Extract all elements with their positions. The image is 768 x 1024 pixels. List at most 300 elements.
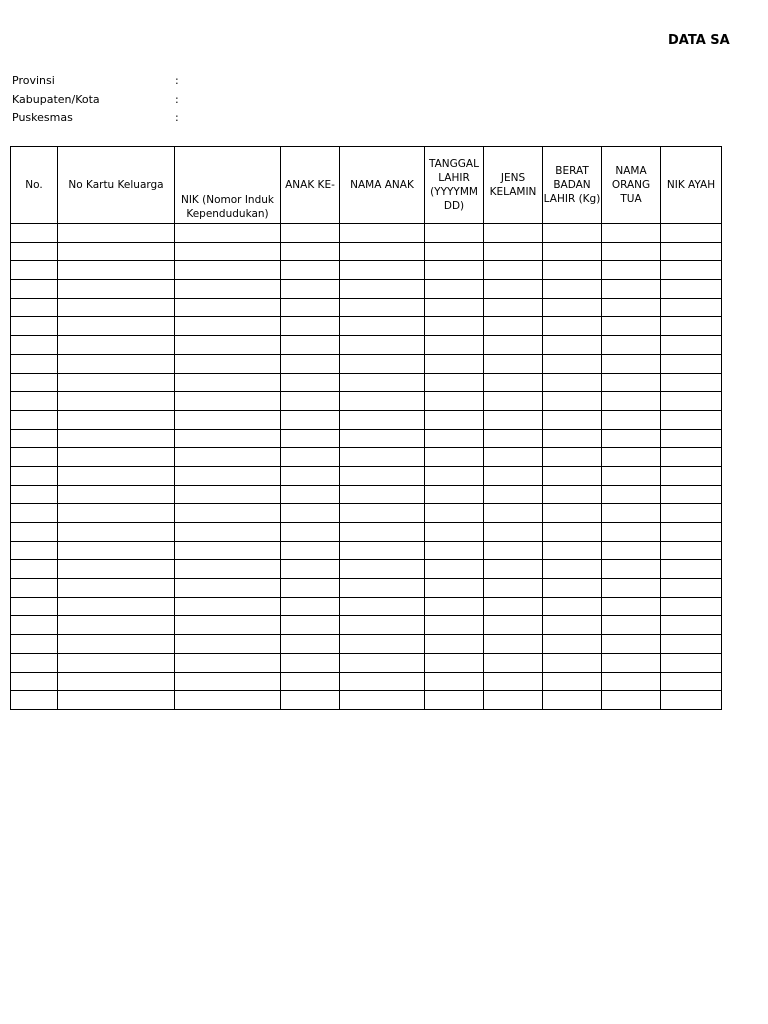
table-cell[interactable] <box>340 523 425 542</box>
table-cell[interactable] <box>11 672 58 691</box>
table-cell[interactable] <box>425 317 484 336</box>
table-cell[interactable] <box>484 560 543 579</box>
table-cell[interactable] <box>11 242 58 261</box>
table-cell[interactable] <box>602 635 661 654</box>
table-cell[interactable] <box>58 224 175 243</box>
table-cell[interactable] <box>602 242 661 261</box>
table-cell[interactable] <box>425 653 484 672</box>
table-cell[interactable] <box>58 616 175 635</box>
table-cell[interactable] <box>484 354 543 373</box>
table-cell[interactable] <box>484 672 543 691</box>
table-row <box>11 541 722 560</box>
table-cell[interactable] <box>340 410 425 429</box>
table-row <box>11 691 722 710</box>
table-cell[interactable] <box>340 560 425 579</box>
meta-colon: : <box>175 93 179 106</box>
table-cell[interactable] <box>425 597 484 616</box>
header-berat-badan-lahir: BERAT BADAN LAHIR (Kg) <box>543 147 602 224</box>
table-cell[interactable] <box>661 354 722 373</box>
table-cell[interactable] <box>175 242 281 261</box>
table-cell[interactable] <box>58 336 175 355</box>
table-cell[interactable] <box>281 298 340 317</box>
table-cell[interactable] <box>58 373 175 392</box>
table-cell[interactable] <box>175 448 281 467</box>
table-cell[interactable] <box>661 336 722 355</box>
table-cell[interactable] <box>661 485 722 504</box>
table-cell[interactable] <box>602 523 661 542</box>
table-row <box>11 466 722 485</box>
table-cell[interactable] <box>543 504 602 523</box>
page-title: DATA SA <box>668 33 730 48</box>
table-cell[interactable] <box>543 653 602 672</box>
table-cell[interactable] <box>543 597 602 616</box>
table-cell[interactable] <box>425 691 484 710</box>
table-cell[interactable] <box>281 504 340 523</box>
table-cell[interactable] <box>484 691 543 710</box>
table-cell[interactable] <box>602 653 661 672</box>
table-cell[interactable] <box>602 616 661 635</box>
table-cell[interactable] <box>484 373 543 392</box>
table-cell[interactable] <box>175 392 281 411</box>
table-cell[interactable] <box>425 579 484 598</box>
table-cell[interactable] <box>58 653 175 672</box>
table-cell[interactable] <box>425 280 484 299</box>
table-cell[interactable] <box>602 579 661 598</box>
table-cell[interactable] <box>602 672 661 691</box>
table-cell[interactable] <box>602 354 661 373</box>
table-cell[interactable] <box>484 635 543 654</box>
table-cell[interactable] <box>58 466 175 485</box>
table-cell[interactable] <box>425 242 484 261</box>
table-cell[interactable] <box>58 579 175 598</box>
table-row <box>11 280 722 299</box>
table-cell[interactable] <box>484 410 543 429</box>
table-cell[interactable] <box>58 392 175 411</box>
table-cell[interactable] <box>11 261 58 280</box>
table-cell[interactable] <box>543 616 602 635</box>
table-cell[interactable] <box>58 298 175 317</box>
table-cell[interactable] <box>175 485 281 504</box>
table-cell[interactable] <box>484 261 543 280</box>
table-cell[interactable] <box>175 466 281 485</box>
table-row <box>11 597 722 616</box>
table-cell[interactable] <box>661 224 722 243</box>
table-cell[interactable] <box>281 448 340 467</box>
table-row <box>11 336 722 355</box>
table-cell[interactable] <box>484 541 543 560</box>
table-cell[interactable] <box>175 429 281 448</box>
table-cell[interactable] <box>340 691 425 710</box>
table-cell[interactable] <box>58 672 175 691</box>
table-cell[interactable] <box>175 261 281 280</box>
table-cell[interactable] <box>340 280 425 299</box>
table-cell[interactable] <box>602 691 661 710</box>
table-cell[interactable] <box>425 616 484 635</box>
table-cell[interactable] <box>661 616 722 635</box>
table-cell[interactable] <box>484 429 543 448</box>
table-row <box>11 635 722 654</box>
table-cell[interactable] <box>58 523 175 542</box>
table-cell[interactable] <box>543 280 602 299</box>
header-nama-anak: NAMA ANAK <box>340 147 425 224</box>
table-cell[interactable] <box>543 541 602 560</box>
table-cell[interactable] <box>340 373 425 392</box>
table-cell[interactable] <box>602 429 661 448</box>
table-cell[interactable] <box>281 336 340 355</box>
table-cell[interactable] <box>11 466 58 485</box>
header-nik: NIK (Nomor Induk Kependudukan) <box>175 147 281 224</box>
table-cell[interactable] <box>661 579 722 598</box>
table-cell[interactable] <box>425 560 484 579</box>
table-row <box>11 373 722 392</box>
table-cell[interactable] <box>661 317 722 336</box>
table-cell[interactable] <box>484 224 543 243</box>
table-cell[interactable] <box>425 429 484 448</box>
table-cell[interactable] <box>58 280 175 299</box>
table-cell[interactable] <box>11 504 58 523</box>
table-cell[interactable] <box>425 298 484 317</box>
table-cell[interactable] <box>340 653 425 672</box>
table-cell[interactable] <box>11 317 58 336</box>
table-cell[interactable] <box>340 597 425 616</box>
table-cell[interactable] <box>175 224 281 243</box>
header-tanggal-lahir: TANGGAL LAHIR (YYYYMM DD) <box>425 147 484 224</box>
table-cell[interactable] <box>281 280 340 299</box>
table-cell[interactable] <box>425 448 484 467</box>
table-cell[interactable] <box>602 224 661 243</box>
table-row <box>11 410 722 429</box>
table-cell[interactable] <box>11 448 58 467</box>
table-cell[interactable] <box>602 541 661 560</box>
table-row <box>11 429 722 448</box>
table-cell[interactable] <box>661 466 722 485</box>
table-cell[interactable] <box>340 579 425 598</box>
table-cell[interactable] <box>281 373 340 392</box>
table-cell[interactable] <box>543 466 602 485</box>
table-cell[interactable] <box>543 392 602 411</box>
table-cell[interactable] <box>58 410 175 429</box>
table-cell[interactable] <box>281 523 340 542</box>
table-cell[interactable] <box>543 672 602 691</box>
table-cell[interactable] <box>175 597 281 616</box>
table-row <box>11 523 722 542</box>
table-cell[interactable] <box>175 541 281 560</box>
table-cell[interactable] <box>340 298 425 317</box>
table-row <box>11 485 722 504</box>
table-cell[interactable] <box>661 504 722 523</box>
table-cell[interactable] <box>175 691 281 710</box>
table-cell[interactable] <box>11 635 58 654</box>
table-cell[interactable] <box>543 560 602 579</box>
table-cell[interactable] <box>340 261 425 280</box>
table-cell[interactable] <box>340 504 425 523</box>
table-cell[interactable] <box>11 485 58 504</box>
table-cell[interactable] <box>175 653 281 672</box>
table-cell[interactable] <box>661 280 722 299</box>
table-cell[interactable] <box>484 485 543 504</box>
table-cell[interactable] <box>543 523 602 542</box>
table-cell[interactable] <box>175 373 281 392</box>
table-cell[interactable] <box>602 560 661 579</box>
table-row <box>11 261 722 280</box>
table-cell[interactable] <box>175 579 281 598</box>
table-cell[interactable] <box>58 448 175 467</box>
table-cell[interactable] <box>340 635 425 654</box>
table-cell[interactable] <box>661 298 722 317</box>
table-cell[interactable] <box>661 635 722 654</box>
table-cell[interactable] <box>602 448 661 467</box>
table-cell[interactable] <box>602 504 661 523</box>
table-cell[interactable] <box>175 280 281 299</box>
header-no: No. <box>11 147 58 224</box>
table-cell[interactable] <box>340 317 425 336</box>
table-row <box>11 242 722 261</box>
table-cell[interactable] <box>175 317 281 336</box>
table-cell[interactable] <box>281 541 340 560</box>
table-cell[interactable] <box>602 597 661 616</box>
table-cell[interactable] <box>11 429 58 448</box>
table-cell[interactable] <box>661 653 722 672</box>
table-cell[interactable] <box>281 616 340 635</box>
table-cell[interactable] <box>484 242 543 261</box>
table-row <box>11 560 722 579</box>
table-cell[interactable] <box>543 224 602 243</box>
table-cell[interactable] <box>543 448 602 467</box>
table-cell[interactable] <box>11 224 58 243</box>
table-cell[interactable] <box>661 597 722 616</box>
table-cell[interactable] <box>661 448 722 467</box>
table-cell[interactable] <box>175 672 281 691</box>
table-cell[interactable] <box>543 354 602 373</box>
table-cell[interactable] <box>281 392 340 411</box>
table-cell[interactable] <box>484 466 543 485</box>
table-cell[interactable] <box>340 466 425 485</box>
table-cell[interactable] <box>661 541 722 560</box>
table-cell[interactable] <box>281 485 340 504</box>
table-cell[interactable] <box>11 616 58 635</box>
table-cell[interactable] <box>58 691 175 710</box>
table-cell[interactable] <box>661 373 722 392</box>
table-cell[interactable] <box>11 336 58 355</box>
table-cell[interactable] <box>661 672 722 691</box>
table-cell[interactable] <box>543 410 602 429</box>
table-cell[interactable] <box>58 317 175 336</box>
table-cell[interactable] <box>661 242 722 261</box>
table-cell[interactable] <box>340 242 425 261</box>
table-cell[interactable] <box>425 541 484 560</box>
table-cell[interactable] <box>425 373 484 392</box>
table-cell[interactable] <box>11 280 58 299</box>
table-cell[interactable] <box>175 523 281 542</box>
table-cell[interactable] <box>281 224 340 243</box>
table-cell[interactable] <box>484 336 543 355</box>
meta-colon: : <box>175 74 179 87</box>
table-cell[interactable] <box>661 392 722 411</box>
table-cell[interactable] <box>58 429 175 448</box>
table-cell[interactable] <box>340 448 425 467</box>
table-cell[interactable] <box>543 317 602 336</box>
table-cell[interactable] <box>484 597 543 616</box>
table-cell[interactable] <box>11 354 58 373</box>
table-cell[interactable] <box>425 336 484 355</box>
table-cell[interactable] <box>175 635 281 654</box>
meta-label-kabupaten-kota: Kabupaten/Kota <box>12 93 100 106</box>
table-cell[interactable] <box>281 410 340 429</box>
table-cell[interactable] <box>543 691 602 710</box>
table-row <box>11 504 722 523</box>
table-row <box>11 224 722 243</box>
table-cell[interactable] <box>281 635 340 654</box>
table-cell[interactable] <box>543 261 602 280</box>
table-cell[interactable] <box>425 224 484 243</box>
table-cell[interactable] <box>425 410 484 429</box>
table-cell[interactable] <box>602 373 661 392</box>
table-cell[interactable] <box>340 354 425 373</box>
table-cell[interactable] <box>281 691 340 710</box>
table-cell[interactable] <box>602 317 661 336</box>
table-cell[interactable] <box>425 392 484 411</box>
table-cell[interactable] <box>175 298 281 317</box>
table-cell[interactable] <box>543 485 602 504</box>
table-cell[interactable] <box>425 466 484 485</box>
table-cell[interactable] <box>602 336 661 355</box>
table-cell[interactable] <box>425 485 484 504</box>
table-cell[interactable] <box>340 336 425 355</box>
table-cell[interactable] <box>602 392 661 411</box>
table-cell[interactable] <box>11 410 58 429</box>
table-cell[interactable] <box>58 261 175 280</box>
table-cell[interactable] <box>425 672 484 691</box>
table-cell[interactable] <box>281 242 340 261</box>
table-cell[interactable] <box>58 541 175 560</box>
table-cell[interactable] <box>543 373 602 392</box>
table-cell[interactable] <box>484 579 543 598</box>
table-cell[interactable] <box>661 691 722 710</box>
table-cell[interactable] <box>484 616 543 635</box>
table-cell[interactable] <box>340 672 425 691</box>
table-cell[interactable] <box>484 280 543 299</box>
table-cell[interactable] <box>602 410 661 429</box>
table-header-row <box>11 147 722 224</box>
table-row <box>11 616 722 635</box>
table-cell[interactable] <box>543 429 602 448</box>
table-cell[interactable] <box>543 336 602 355</box>
table-cell[interactable] <box>175 354 281 373</box>
meta-label-provinsi: Provinsi <box>12 74 55 87</box>
header-nama-orang-tua: NAMA ORANG TUA <box>602 147 661 224</box>
table-cell[interactable] <box>543 635 602 654</box>
table-cell[interactable] <box>543 579 602 598</box>
table-cell[interactable] <box>484 392 543 411</box>
table-cell[interactable] <box>425 523 484 542</box>
table-cell[interactable] <box>425 635 484 654</box>
table-cell[interactable] <box>281 560 340 579</box>
table-cell[interactable] <box>602 261 661 280</box>
table-cell[interactable] <box>281 672 340 691</box>
table-cell[interactable] <box>175 616 281 635</box>
table-cell[interactable] <box>602 280 661 299</box>
table-row <box>11 392 722 411</box>
table-cell[interactable] <box>58 635 175 654</box>
table-cell[interactable] <box>484 523 543 542</box>
table-cell[interactable] <box>484 504 543 523</box>
table-cell[interactable] <box>175 336 281 355</box>
table-cell[interactable] <box>484 448 543 467</box>
table-cell[interactable] <box>58 504 175 523</box>
table-cell[interactable] <box>58 242 175 261</box>
header-jenis-kelamin: JENS KELAMIN <box>484 147 543 224</box>
table-cell[interactable] <box>484 298 543 317</box>
table-row <box>11 672 722 691</box>
table-cell[interactable] <box>58 485 175 504</box>
table-cell[interactable] <box>484 317 543 336</box>
table-cell[interactable] <box>11 579 58 598</box>
data-table <box>10 146 722 710</box>
table-cell[interactable] <box>484 653 543 672</box>
table-cell[interactable] <box>58 560 175 579</box>
table-cell[interactable] <box>11 392 58 411</box>
table-cell[interactable] <box>281 579 340 598</box>
table-cell[interactable] <box>543 298 602 317</box>
table-cell[interactable] <box>661 523 722 542</box>
table-cell[interactable] <box>175 504 281 523</box>
table-cell[interactable] <box>11 298 58 317</box>
table-cell[interactable] <box>11 691 58 710</box>
table-cell[interactable] <box>661 560 722 579</box>
table-cell[interactable] <box>340 224 425 243</box>
table-cell[interactable] <box>281 261 340 280</box>
table-cell[interactable] <box>340 616 425 635</box>
table-cell[interactable] <box>425 354 484 373</box>
table-cell[interactable] <box>340 392 425 411</box>
table-cell[interactable] <box>340 541 425 560</box>
table-cell[interactable] <box>11 523 58 542</box>
table-cell[interactable] <box>11 653 58 672</box>
table-cell[interactable] <box>602 298 661 317</box>
table-cell[interactable] <box>58 597 175 616</box>
table-cell[interactable] <box>281 317 340 336</box>
table-cell[interactable] <box>281 653 340 672</box>
table-cell[interactable] <box>340 429 425 448</box>
table-cell[interactable] <box>340 485 425 504</box>
table-body <box>11 224 722 710</box>
table-cell[interactable] <box>281 597 340 616</box>
table-cell[interactable] <box>11 597 58 616</box>
table-cell[interactable] <box>281 429 340 448</box>
meta-colon: : <box>175 111 179 124</box>
table-cell[interactable] <box>661 261 722 280</box>
table-row <box>11 298 722 317</box>
meta-label-puskesmas: Puskesmas <box>12 111 73 124</box>
table-cell[interactable] <box>661 429 722 448</box>
table-cell[interactable] <box>602 485 661 504</box>
table-cell[interactable] <box>543 242 602 261</box>
table-cell[interactable] <box>661 410 722 429</box>
table-cell[interactable] <box>175 410 281 429</box>
table-cell[interactable] <box>175 560 281 579</box>
table-row <box>11 653 722 672</box>
table-cell[interactable] <box>425 504 484 523</box>
table-cell[interactable] <box>281 354 340 373</box>
table-cell[interactable] <box>425 261 484 280</box>
table-cell[interactable] <box>281 466 340 485</box>
table-cell[interactable] <box>11 373 58 392</box>
table-cell[interactable] <box>11 541 58 560</box>
table-cell[interactable] <box>11 560 58 579</box>
table-cell[interactable] <box>58 354 175 373</box>
table-row <box>11 317 722 336</box>
table-cell[interactable] <box>602 466 661 485</box>
